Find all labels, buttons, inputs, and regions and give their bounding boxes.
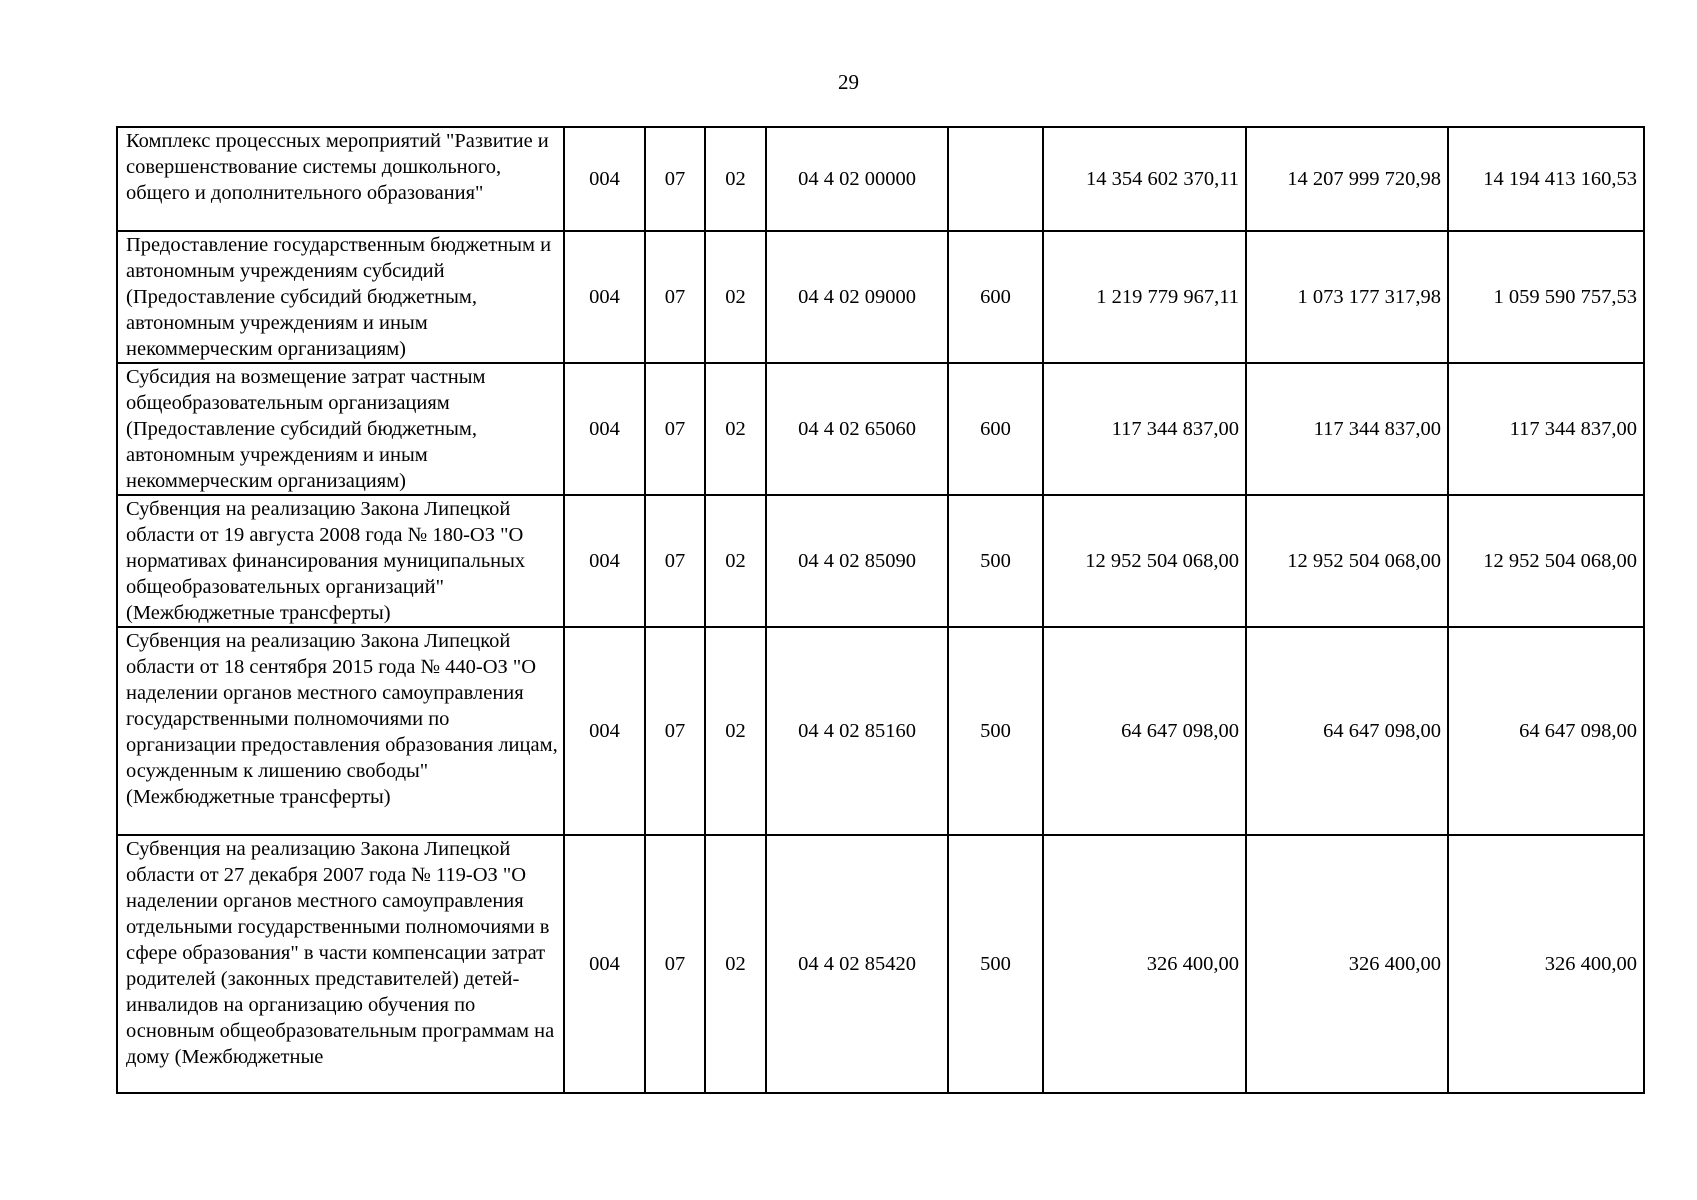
amount-year-1: 14 354 602 370,11	[1043, 127, 1246, 231]
target-article-code: 04 4 02 65060	[766, 363, 948, 495]
row-name: Субсидия на возмещение затрат частным общеобразовательным организациям (Предоставление субсидий бюджетным, автономным учреждениям и иным некоммерческим организациям)	[117, 363, 564, 495]
expense-type-code: 500	[948, 627, 1043, 835]
table-row	[117, 627, 1644, 835]
target-article-code: 04 4 02 85420	[766, 835, 948, 1093]
target-article-code: 04 4 02 85090	[766, 495, 948, 627]
expense-type-code: 500	[948, 495, 1043, 627]
row-name: Субвенция на реализацию Закона Липецкой области от 27 декабря 2007 года № 119-ОЗ "О наделении органов местного самоуправления отдельными государственными полномочиями в сфере образования" в части компенсации затрат родителей (законных представителей) детей-инвалидов на организацию обучения по основным общеобразовательным программам на дому (Межбюджетные	[117, 835, 564, 1093]
subsection-code: 02	[705, 835, 766, 1093]
amount-year-1: 1 219 779 967,11	[1043, 231, 1246, 363]
section-code: 07	[645, 627, 705, 835]
row-name: Комплекс процессных мероприятий "Развитие и совершенствование системы дошкольного, общего и дополнительного образования"	[117, 127, 564, 231]
amount-year-2: 14 207 999 720,98	[1246, 127, 1448, 231]
page-number: 29	[838, 70, 859, 94]
amount-year-2: 326 400,00	[1246, 835, 1448, 1093]
target-article-code: 04 4 02 00000	[766, 127, 948, 231]
subsection-code: 02	[705, 127, 766, 231]
table-row	[117, 127, 1644, 231]
admin-code: 004	[564, 495, 645, 627]
admin-code: 004	[564, 835, 645, 1093]
section-code: 07	[645, 495, 705, 627]
expense-type-code: 500	[948, 835, 1043, 1093]
section-code: 07	[645, 127, 705, 231]
amount-year-2: 64 647 098,00	[1246, 627, 1448, 835]
amount-year-1: 326 400,00	[1043, 835, 1246, 1093]
amount-year-3: 14 194 413 160,53	[1448, 127, 1644, 231]
row-name: Субвенция на реализацию Закона Липецкой области от 19 августа 2008 года № 180-ОЗ "О нормативах финансирования муниципальных общеобразовательных организаций" (Межбюджетные трансферты)	[117, 495, 564, 627]
table-row	[117, 231, 1644, 363]
expense-type-code: 600	[948, 363, 1043, 495]
admin-code: 004	[564, 363, 645, 495]
section-code: 07	[645, 835, 705, 1093]
table-row	[117, 835, 1644, 1093]
section-code: 07	[645, 363, 705, 495]
row-name: Предоставление государственным бюджетным и автономным учреждениям субсидий (Предоставление субсидий бюджетным, автономным учреждениям и иным некоммерческим организациям)	[117, 231, 564, 363]
amount-year-2: 12 952 504 068,00	[1246, 495, 1448, 627]
expense-type-code: 600	[948, 231, 1043, 363]
budget-table	[116, 126, 1645, 1094]
amount-year-2: 117 344 837,00	[1246, 363, 1448, 495]
subsection-code: 02	[705, 363, 766, 495]
amount-year-1: 12 952 504 068,00	[1043, 495, 1246, 627]
amount-year-1: 117 344 837,00	[1043, 363, 1246, 495]
amount-year-2: 1 073 177 317,98	[1246, 231, 1448, 363]
table-row	[117, 495, 1644, 627]
subsection-code: 02	[705, 627, 766, 835]
subsection-code: 02	[705, 495, 766, 627]
expense-type-code	[948, 127, 1043, 231]
target-article-code: 04 4 02 09000	[766, 231, 948, 363]
admin-code: 004	[564, 127, 645, 231]
target-article-code: 04 4 02 85160	[766, 627, 948, 835]
amount-year-3: 12 952 504 068,00	[1448, 495, 1644, 627]
amount-year-3: 326 400,00	[1448, 835, 1644, 1093]
amount-year-3: 1 059 590 757,53	[1448, 231, 1644, 363]
admin-code: 004	[564, 231, 645, 363]
subsection-code: 02	[705, 231, 766, 363]
row-name: Субвенция на реализацию Закона Липецкой области от 18 сентября 2015 года № 440-ОЗ "О наделении органов местного самоуправления государственными полномочиями по организации предоставления образования лицам, осужденным к лишению свободы" (Межбюджетные трансферты)	[117, 627, 564, 835]
section-code: 07	[645, 231, 705, 363]
amount-year-3: 64 647 098,00	[1448, 627, 1644, 835]
amount-year-1: 64 647 098,00	[1043, 627, 1246, 835]
table-row	[117, 363, 1644, 495]
admin-code: 004	[564, 627, 645, 835]
amount-year-3: 117 344 837,00	[1448, 363, 1644, 495]
